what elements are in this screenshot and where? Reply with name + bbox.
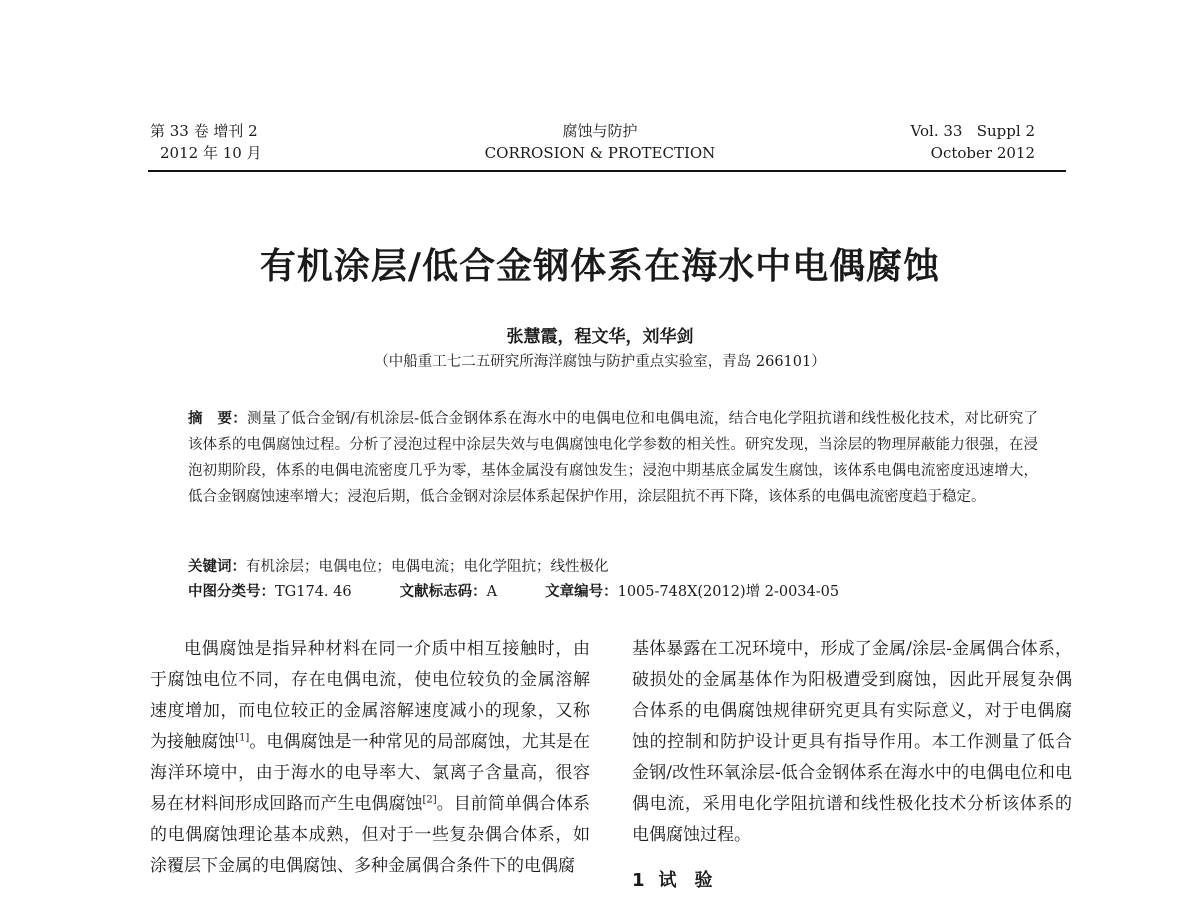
publication-date: 2012 年 10 月 <box>160 144 262 162</box>
body-column-right <box>632 634 1072 896</box>
section-number: 1 <box>632 870 645 891</box>
clc-label: 中图分类号： <box>188 584 275 600</box>
section-heading-experiment <box>632 865 1072 896</box>
body-column-left <box>150 634 590 882</box>
classification-line <box>188 581 1038 603</box>
clc-number <box>188 584 352 600</box>
intro-text-part2: 。电偶腐蚀是一种常见的局部腐蚀，尤其是在海洋环境中，由于海水的电导率大、氯离子含量高，很容易在材料间形成回路而产生电偶腐蚀 <box>150 732 591 814</box>
intro-text-part3: 。目前简单偶合体系的电偶腐蚀理论基本成熟，但对于一些复杂偶合体系，如涂覆层下金属的电偶腐蚀、多种金属偶合条件下的电偶腐 <box>150 794 591 876</box>
citation-ref-1: [1] <box>235 732 250 744</box>
article-number-value: 1005-748X(2012)增 2-0034-05 <box>617 584 840 600</box>
document-code-value: A <box>486 584 498 600</box>
article-number-label: 文章编号： <box>545 584 618 600</box>
document-code-label: 文献标志码： <box>399 584 487 600</box>
intro-text-part1: 电偶腐蚀是指异种材料在同一介质中相互接触时，由于腐蚀电位不同，存在电偶电流，使电位较负的金属溶解速度增加，而电位较正的金属溶解速度减小的现象，又称为接触腐蚀 <box>150 639 590 752</box>
article-number <box>545 584 839 600</box>
keywords-label: 关键词： <box>188 559 246 575</box>
document-code <box>400 584 497 600</box>
paper-title: 有机涂层/低合金钢体系在海水中电偶腐蚀 <box>259 246 941 287</box>
volume-issue-en: Vol. 33 Suppl 2 <box>910 122 1035 140</box>
intro-paragraph <box>150 634 590 882</box>
keywords-text: 有机涂层；电偶电位；电偶电流；电化学阻抗；线性极化 <box>246 559 609 575</box>
abstract-text: 测量了低合金钢/有机涂层-低合金钢体系在海水中的电偶电位和电偶电流，结合电化学阻抗谱和线性极化技术，对比研究了该体系的电偶腐蚀过程。分析了浸泡过程中涂层失效与电偶腐蚀电化学参数的相关性。研究发现，当涂层的物理屏蔽能力很强，在浸泡初期阶段，体系的电偶电流密度几乎为零，基体金属没有腐蚀发生；浸泡中期基底金属发生腐蚀，该体系电偶电流密度迅速增大，低合金钢腐蚀速率增大；浸泡后期，低合金钢对涂层体系起保护作用，涂层阻抗不再下降，该体系的电偶电流密度趋于稳定。 <box>188 411 1039 505</box>
volume-issue: 第 33 卷 增刊 2 <box>150 122 258 140</box>
author-list: 张慧霞，程文华，刘华剑 <box>506 327 694 347</box>
abstract <box>188 406 1038 510</box>
header-divider <box>148 170 1066 172</box>
citation-ref-2: [2] <box>422 794 437 806</box>
affiliation: （中船重工七二五研究所海洋腐蚀与防护重点实验室，青岛 266101） <box>374 354 826 370</box>
publication-date-en: October 2012 <box>930 144 1035 162</box>
intro-paragraph-continued: 基体暴露在工况环境中，形成了金属/涂层-金属偶合体系，破损处的金属基体作为阳极遭受到腐蚀，因此开展复杂偶合体系的电偶腐蚀规律研究更具有实际意义，对于电偶腐蚀的控制和防护设计更具有指导作用。本工作测量了低合金钢/改性环氧涂层-低合金钢体系在海水中的电偶电位和电偶电流，采用电化学阻抗谱和线性极化技术分析该体系的电偶腐蚀过程。 <box>632 639 1072 845</box>
abstract-label: 摘 要： <box>188 411 247 427</box>
journal-name-cn: 腐蚀与防护 <box>562 122 638 140</box>
section-title: 试 验 <box>658 870 713 891</box>
journal-name-en: CORROSION & PROTECTION <box>484 144 716 162</box>
journal-volume-info-en <box>911 120 1035 164</box>
clc-value: TG174. 46 <box>275 584 352 600</box>
keywords <box>188 556 1038 578</box>
